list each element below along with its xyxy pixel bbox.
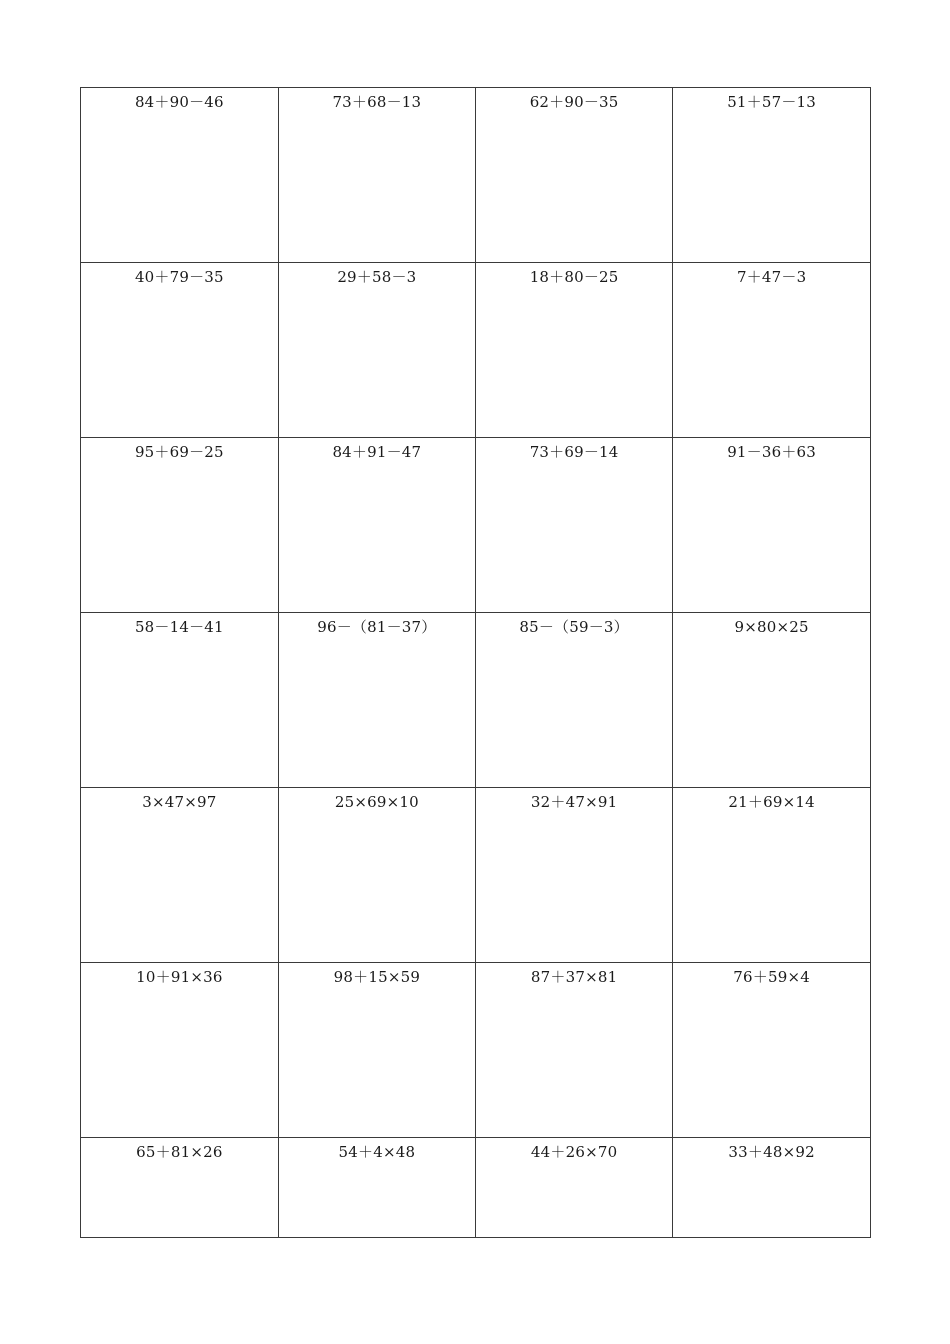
problem-expression: 44＋26×70 [530,1143,618,1161]
problem-expression: 18＋80－25 [529,268,619,286]
problem-expression: 84＋91－47 [332,443,422,461]
problem-cell [476,613,673,788]
problem-cell [278,788,475,963]
problem-expression: 25×69×10 [334,793,419,811]
problem-expression: 9×80×25 [734,618,809,636]
problem-expression: 7＋47－3 [736,268,807,286]
problem-expression: 95＋69－25 [134,443,224,461]
grid-row [81,1138,870,1238]
problem-cell [673,263,870,438]
grid-row [81,788,870,963]
problem-cell [278,263,475,438]
problem-cell [673,963,870,1138]
problem-cell [81,263,278,438]
grid-row [81,613,870,788]
problem-expression: 87＋37×81 [530,968,618,986]
problem-cell [278,88,475,263]
problem-expression: 76＋59×4 [733,968,810,986]
problem-cell [81,438,278,613]
problem-cell [81,963,278,1138]
problem-expression: 10＋91×36 [136,968,223,986]
grid-row [81,963,870,1138]
worksheet [80,87,871,1238]
problem-cell [278,963,475,1138]
problem-cell [81,788,278,963]
problem-cell [673,1138,870,1238]
problem-expression: 58－14－41 [134,618,224,636]
grid-row [81,88,870,263]
problem-cell [673,613,870,788]
problem-expression: 73＋69－14 [529,443,619,461]
problem-cell [673,88,870,263]
problem-cell [673,438,870,613]
problem-expression: 65＋81×26 [136,1143,223,1161]
problem-expression: 32＋47×91 [530,793,618,811]
problem-expression: 84＋90－46 [134,93,224,111]
problem-expression: 54＋4×48 [338,1143,416,1161]
problem-cell [476,438,673,613]
grid-row [81,263,870,438]
problem-expression: 85－（59－3） [519,618,629,636]
problem-expression: 96－（81－37） [317,618,437,636]
problem-expression: 40＋79－35 [134,268,224,286]
problem-expression: 73＋68－13 [332,93,422,111]
problem-grid [81,88,870,1237]
problem-cell [278,1138,475,1238]
problem-cell [476,1138,673,1238]
problem-cell [278,613,475,788]
problem-expression: 29＋58－3 [337,268,417,286]
problem-expression: 3×47×97 [142,793,217,811]
problem-cell [81,1138,278,1238]
problem-expression: 98＋15×59 [333,968,421,986]
grid-row [81,438,870,613]
problem-cell [278,438,475,613]
problem-expression: 51＋57－13 [727,93,817,111]
problem-expression: 62＋90－35 [529,93,619,111]
problem-expression: 21＋69×14 [728,793,815,811]
problem-cell [81,613,278,788]
problem-cell [81,88,278,263]
problem-cell [476,88,673,263]
problem-expression: 91－36＋63 [727,443,817,461]
problem-expression: 33＋48×92 [728,1143,815,1161]
problem-cell [476,263,673,438]
problem-cell [673,788,870,963]
problem-cell [476,788,673,963]
problem-cell [476,963,673,1138]
